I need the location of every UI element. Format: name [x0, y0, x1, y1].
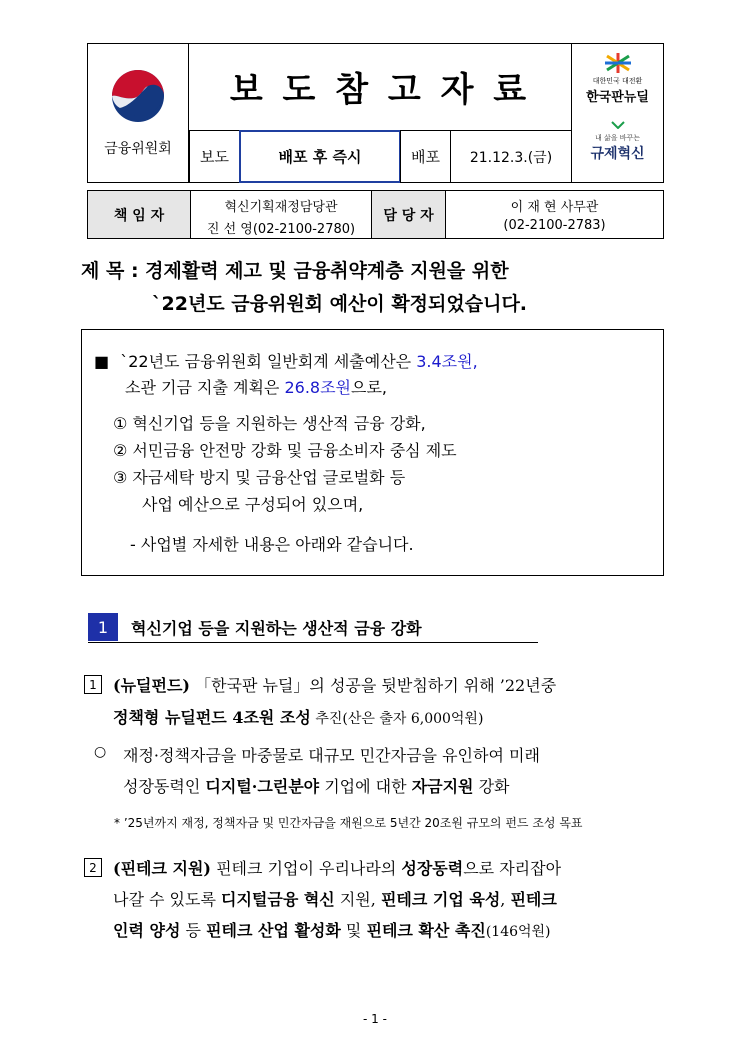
item-2-text-e: ,: [500, 890, 511, 909]
item-1-tag: (뉴딜펀드): [113, 676, 190, 695]
summary-line-1: [94, 349, 478, 372]
summary-detail-line: - 사업별 자세한 내용은 아래와 같습니다.: [130, 535, 414, 554]
responsible-department: 혁신기획재정담당관: [224, 200, 338, 215]
item-1-footnote: * ’25년까지 재정, 정책자금 및 민간자금을 재원으로 5년간 20조원 규모의 펀드 조성 목표: [114, 816, 583, 830]
item-1-sub-bullet: ○: [94, 744, 107, 760]
campaign-logo-cell: [571, 43, 664, 183]
summary-item-3-continued: 사업 예산으로 구성되어 있으며,: [142, 495, 364, 514]
item-1-number-box: 1: [84, 675, 102, 694]
subject-line-2: `22년도 금융위원회 예산이 확정되었습니다.: [152, 293, 528, 315]
staff-person: 이 재 현 사무관: [510, 200, 599, 215]
regulation-tagline: 내 삶을 바꾸는: [594, 134, 641, 142]
summary-line-2-text: 소관 기금 지출 계획은: [125, 378, 280, 397]
item-2-highlight-1: 성장동력: [401, 859, 464, 878]
item-2-highlight-7: 핀테크 확산 촉진: [366, 921, 486, 940]
item-2-text-c: 나갈 수 있도록: [113, 890, 221, 909]
org-logo-cell: [87, 43, 189, 183]
government-emblem-icon: [106, 64, 170, 128]
item-1-sub-line-1: 재정·정책자금을 마중물로 대규모 민간자금을 유인하여 미래: [123, 746, 540, 765]
item-2-line-2: [113, 887, 557, 910]
page-number: - 1 -: [363, 1012, 387, 1026]
summary-item-3: ③ 자금세탁 방지 및 금융산업 글로벌화 등: [113, 468, 406, 487]
item-2-text-f: 등: [180, 921, 207, 940]
new-deal-star-icon: [603, 52, 633, 74]
item-2-highlight-5: 인력 양성: [113, 921, 181, 940]
item-2-amount: (146억원): [485, 924, 551, 940]
responsible-person: 진 선 영(02-2100-2780): [206, 222, 356, 237]
distribution-label-cell: 배포: [400, 130, 451, 183]
item-2-number-box: 2: [84, 858, 102, 877]
distribution-date-cell: 21.12.3.(금): [450, 130, 572, 183]
subject-line-1: 제 목 : 경제활력 제고 및 금융취약계층 지원을 위한: [81, 260, 509, 282]
staff-label-cell: 담 당 자: [371, 190, 446, 239]
item-1-line-2-text: 추진(산은 출자 6,000억원): [310, 711, 484, 727]
section-number-badge: 1: [88, 613, 118, 641]
item-2-line-1: [113, 856, 561, 879]
responsible-label-cell: 책 임 자: [87, 190, 191, 239]
staff-phone: (02-2100-2783): [503, 218, 606, 233]
item-2-highlight-6: 핀테크 산업 활성화: [206, 921, 341, 940]
item-1-line-1-text: 「한국판 뉴딜」의 성공을 뒷받침하기 위해 ’22년중: [195, 676, 557, 695]
staff-info-cell: [445, 190, 664, 239]
item-2-text-d: 지원,: [334, 890, 381, 909]
item-2-highlight-3: 핀테크 기업 육성: [380, 890, 501, 909]
item-1-line-1: [113, 673, 556, 696]
item-1-sub-text-c: 강화: [473, 777, 510, 796]
general-budget-amount: 3.4조원,: [416, 352, 478, 371]
item-1-line-2: [113, 705, 483, 728]
item-1-sub-highlight-2: 자금지원: [411, 777, 474, 796]
report-value-cell: 배포 후 즉시: [239, 130, 401, 183]
item-2-text-a: 핀테크 기업이 우리나라의: [211, 859, 402, 878]
fund-budget-amount: 26.8조원: [284, 378, 352, 397]
org-name: 금융위원회: [104, 141, 172, 157]
chevron-down-icon: [611, 121, 625, 129]
item-2-highlight-4: 핀테크: [510, 890, 557, 909]
item-2-text-b: 으로 자리잡아: [463, 859, 562, 878]
summary-bullet: ■: [94, 352, 110, 371]
item-1-sub-line-2: [123, 774, 510, 797]
section-title: 혁신기업 등을 지원하는 생산적 금융 강화: [131, 619, 422, 638]
item-2-tag: (핀테크 지원): [113, 859, 211, 878]
summary-item-2: ② 서민금융 안전망 강화 및 금융소비자 중심 제도: [113, 441, 457, 460]
item-2-highlight-2: 디지털금융 혁신: [221, 890, 335, 909]
regulation-logo-text: 규제혁신: [590, 146, 645, 162]
item-1-target: 정책형 뉴딜펀드 4조원 조성: [113, 708, 311, 727]
report-label-cell: 보도: [189, 130, 240, 183]
responsible-info-cell: [190, 190, 372, 239]
item-2-line-3: [113, 918, 551, 941]
section-underline: [88, 642, 538, 643]
item-1-sub-highlight-1: 디지털·그린분야: [205, 777, 320, 796]
summary-item-1: ① 혁신기업 등을 지원하는 생산적 금융 강화,: [113, 414, 426, 433]
item-2-text-g: 및: [340, 921, 367, 940]
new-deal-logo-text: 한국판뉴딜: [586, 90, 649, 105]
summary-line-2: [125, 375, 387, 398]
new-deal-tagline: 대한민국 대전환: [592, 77, 643, 85]
item-1-sub-text-b: 기업에 대한: [319, 777, 412, 796]
item-1-sub-text-a: 성장동력인: [123, 777, 206, 796]
document-title: 보 도 참 고 자 료: [229, 70, 531, 110]
summary-line-2-suffix: 으로,: [351, 378, 388, 397]
summary-line-1-text: `22년도 금융위원회 일반회계 세출예산은: [120, 352, 412, 371]
